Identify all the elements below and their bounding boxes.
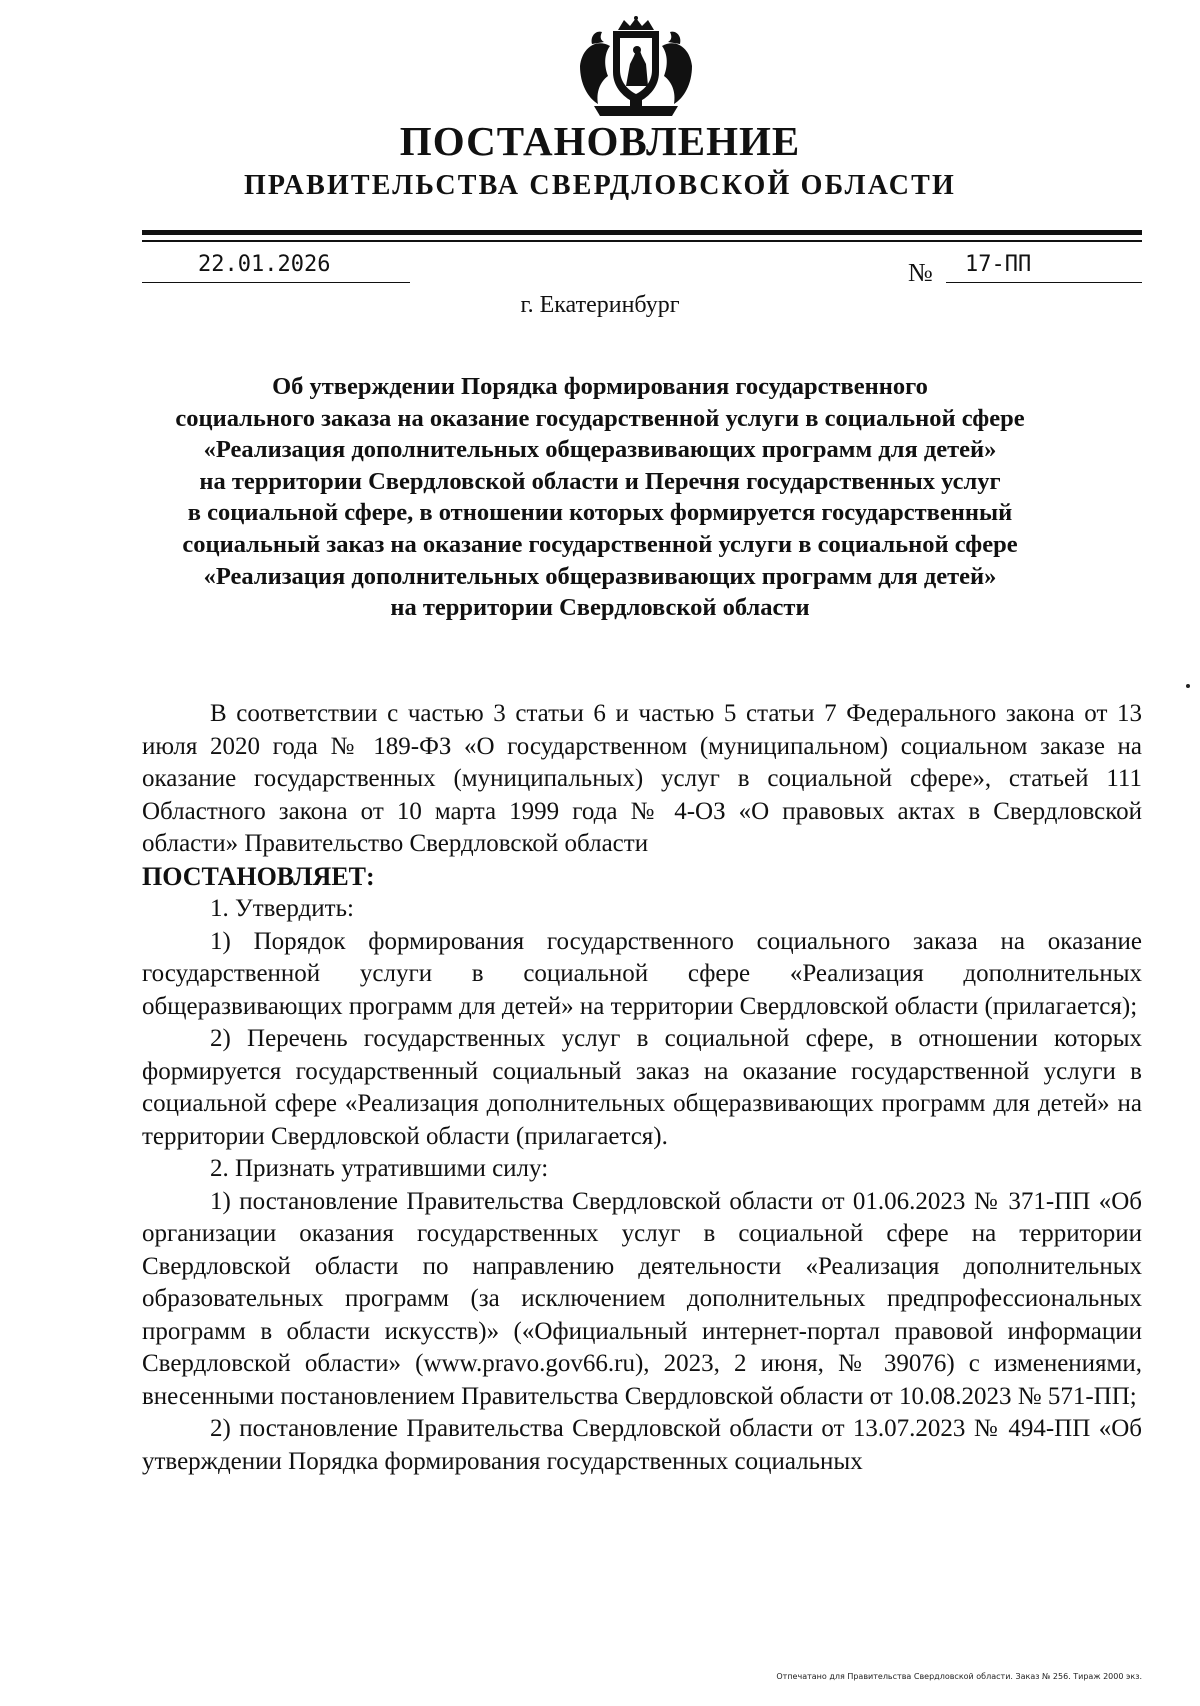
clause-2-item-2: 2) постановление Правительства Свердловской области от 13.07.2023 № 494-ПП «Об утверждении Порядка формирования государственных социальных [142, 1415, 1142, 1475]
document-body [142, 698, 1142, 1478]
preamble-paragraph: В соответствии с частью 3 статьи 6 и частью 5 статьи 7 Федерального закона от 13 июля 2020 года № 189-ФЗ «О государственном (муниципальном) социальном заказе на оказание государственных (муниципальных) услуг в социальной сфере», статьей 111 Областного закона от 10 марта 1999 года № 4-ОЗ «О правовых актах в Свердловской области» Правительство Свердловской области [142, 700, 1142, 857]
header-divider-thick [142, 230, 1142, 235]
title-line: на территории Свердловской области [390, 594, 810, 622]
print-imprint: Отпечатано для Правительства Свердловской области. Заказ № 256. Тираж 2000 экз. [776, 1672, 1142, 1681]
number-underline [946, 282, 1142, 283]
title-line: социального заказа на оказание государственной услуги в социальной сфере [175, 404, 1025, 432]
number-sign: № [908, 258, 933, 287]
title-line: Об утверждении Порядка формирования государственного [272, 373, 928, 400]
issuer-heading: ПРАВИТЕЛЬСТВА СВЕРДЛОВСКОЙ ОБЛАСТИ [243, 170, 957, 201]
title-line: «Реализация дополнительных общеразвивающих программ для детей» [203, 436, 997, 464]
title-line: «Реализация дополнительных общеразвивающих программ для детей» [203, 562, 997, 590]
document-number: 17-ПП [965, 252, 1032, 277]
document-title [100, 371, 1100, 624]
header-divider-thin [142, 240, 1142, 242]
title-line: на территории Свердловской области и Перечня государственных услуг [199, 467, 1001, 495]
coat-of-arms-icon [574, 16, 698, 120]
decree-keyword: ПОСТАНОВЛЯЕТ: [142, 861, 375, 891]
clause-2-item-1: 1) постановление Правительства Свердловской области от 01.06.2023 № 371-ПП «Об организации оказания государственных услуг в социальной сфере на территории Свердловской области по направлению деятельности «Реализация дополнительных образовательных программ (за исключением дополнительных предпрофессиональных программ в области искусств)» («Официальный интернет-портал правовой информации Свердловской области» (www.pravo.gov66.ru), 2023, 2 июня, № 39076) с изменениями, внесенными постановлением Правительства Свердловской области от 10.08.2023 № 571-ПП; [142, 1187, 1142, 1410]
clause-1: 1. Утвердить: [210, 895, 354, 922]
title-line: социальный заказ на оказание государственной услуги в социальной сфере [182, 530, 1018, 558]
document-date: 22.01.2026 [198, 252, 331, 277]
document-type-heading: ПОСТАНОВЛЕНИЕ [399, 118, 801, 164]
date-underline [142, 282, 410, 283]
scan-speck [1186, 684, 1190, 688]
place-of-issue: г. Екатеринбург [520, 292, 680, 318]
clause-1-item-2: 2) Перечень государственных услуг в социальной сфере, в отношении которых формируется государственный социальный заказ на оказание государственной услуги в социальной сфере «Реализация дополнительных общеразвивающих программ для детей» на территории Свердловской области (прилагается). [142, 1025, 1142, 1150]
clause-2: 2. Признать утратившими силу: [210, 1155, 549, 1182]
clause-1-item-1: 1) Порядок формирования государственного социального заказа на оказание государственной услуги в социальной сфере «Реализация дополнительных общеразвивающих программ для детей» на территории Свердловской области (прилагается); [142, 927, 1142, 1020]
title-line: в социальной сфере, в отношении которых формируется государственный [187, 499, 1013, 527]
